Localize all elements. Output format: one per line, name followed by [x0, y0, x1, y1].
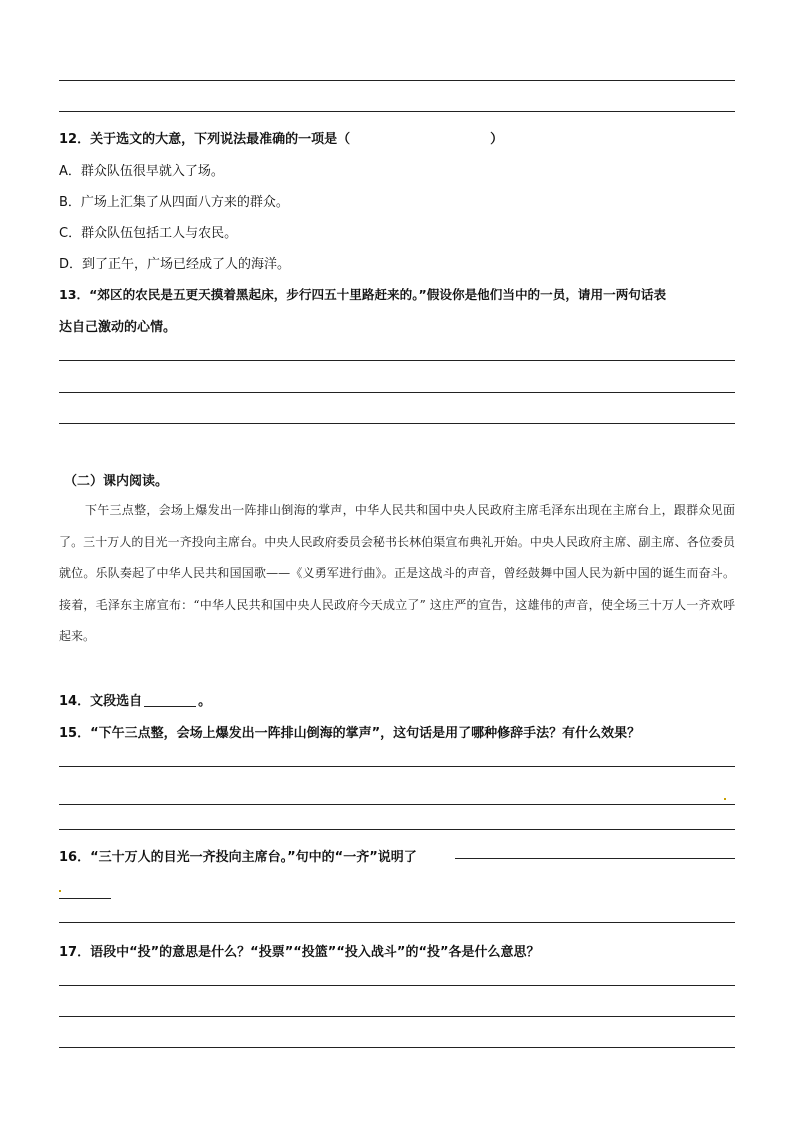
stray-dot	[59, 890, 61, 892]
option-d: D．到了正午，广场已经成了人的海洋。	[59, 257, 291, 272]
question-16: 16．“三十万人的目光一齐投向主席台。”句中的“一齐”说明了	[59, 850, 417, 865]
answer-line[interactable]	[59, 804, 735, 805]
answer-line[interactable]	[59, 360, 735, 361]
answer-line[interactable]	[59, 423, 735, 424]
answer-line[interactable]	[59, 80, 735, 81]
option-b: B．广场上汇集了从四面八方来的群众。	[59, 195, 289, 210]
reading-passage	[59, 495, 735, 653]
option-a: A．群众队伍很早就入了场。	[59, 164, 224, 179]
answer-line[interactable]	[59, 111, 735, 112]
answer-line[interactable]	[59, 1047, 735, 1048]
question-12-close: ）	[490, 132, 504, 147]
option-c: C．群众队伍包括工人与农民。	[59, 226, 238, 241]
question-15: 15．“下午三点整，会场上爆发出一阵排山倒海的掌声”，这句话是用了哪种修辞手法？有什么效果？	[59, 726, 641, 741]
answer-blank[interactable]	[144, 706, 196, 707]
stray-dot	[724, 798, 726, 800]
question-14	[59, 690, 211, 709]
question-13-line2: 达自己激动的心情。	[59, 320, 177, 335]
answer-line[interactable]	[59, 392, 735, 393]
passage-text: 下午三点整，会场上爆发出一阵排山倒海的掌声，中华人民共和国中央人民政府主席毛泽东出现在主席台上，跟群众见面了。三十万人的目光一齐投向主席台。中央人民政府委员会秘书长林伯渠宣布典礼开始。中央人民政府主席、副主席、各位委员就位。乐队奏起了中华人民共和国国歌——《义勇军进行曲》。正是这战斗的声音，曾经鼓舞中国人民为新中国的诞生而奋斗。接着，毛泽东主席宣布：“中华人民共和国中央人民政府今天成立了” 这庄严的宣告，这雄伟的声音，使全场三十万人一齐欢呼起来。	[59, 503, 735, 643]
answer-line[interactable]	[59, 829, 735, 830]
question-14-end: 。	[198, 694, 212, 709]
answer-line[interactable]	[59, 1016, 735, 1017]
answer-blank-long[interactable]	[455, 858, 735, 859]
question-14-stem: 14．文段选自	[59, 694, 143, 709]
section-title: （二）课内阅读。	[64, 474, 169, 489]
answer-line[interactable]	[59, 766, 735, 767]
question-13-line1: 13．“郊区的农民是五更天摸着黑起床，步行四五十里路赶来的。”假设你是他们当中的一员，请用一两句话表	[59, 287, 667, 302]
answer-blank-continued[interactable]	[59, 898, 111, 899]
question-17: 17．语段中“投”的意思是什么？“投票”“投篮”“投入战斗”的“投”各是什么意思？	[59, 945, 540, 960]
answer-line[interactable]	[59, 922, 735, 923]
question-12-stem: 12．关于选文的大意，下列说法最准确的一项是（	[59, 132, 351, 147]
answer-line[interactable]	[59, 985, 735, 986]
question-12	[59, 128, 503, 147]
